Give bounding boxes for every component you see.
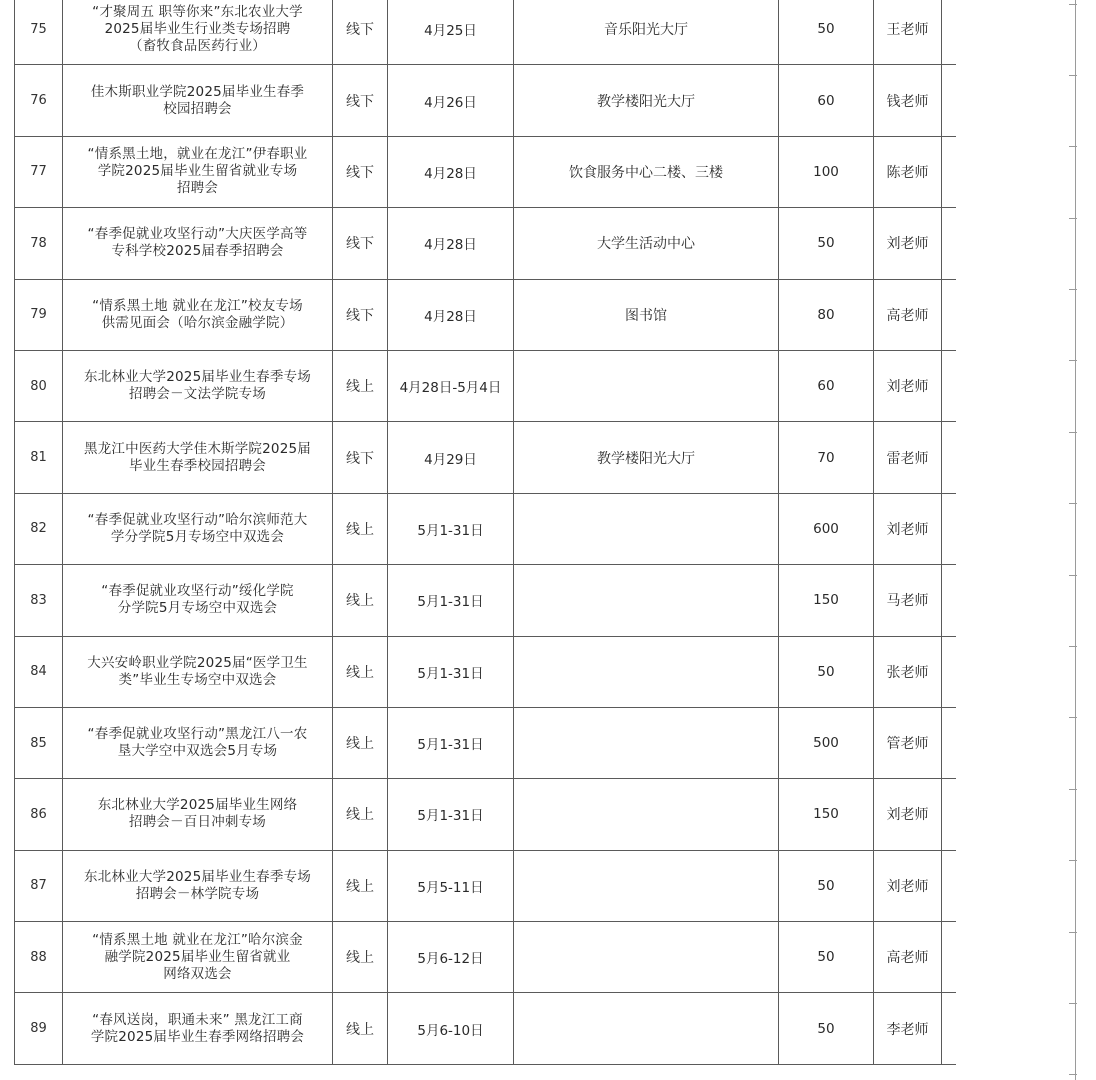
event-name [63, 850, 333, 921]
event-name [63, 279, 333, 350]
event-name [63, 707, 333, 778]
event-name [63, 493, 333, 564]
event-mode: 线上 [333, 636, 388, 707]
event-venue [514, 707, 779, 778]
employer-count: 500 [779, 707, 874, 778]
empty-cell [942, 779, 956, 850]
row-number: 87 [15, 850, 63, 921]
event-venue: 教学楼阳光大厅 [514, 65, 779, 136]
event-name [63, 422, 333, 493]
event-name-line: 佳木斯职业学院2025届毕业生春季 [90, 83, 305, 100]
event-date: 4月29日 [388, 422, 514, 493]
gridline-tick [1069, 503, 1077, 504]
table-row [15, 208, 956, 279]
event-name-line: “情系黑土地 就业在龙江”校友专场 [92, 297, 303, 314]
contact-person: 马老师 [874, 565, 942, 636]
table-row [15, 136, 956, 207]
event-date: 4月28日 [388, 136, 514, 207]
table-row [15, 493, 956, 564]
row-number: 89 [15, 993, 63, 1064]
event-name-line: 东北林业大学2025届毕业生春季专场 [84, 369, 311, 386]
contact-person: 刘老师 [874, 850, 942, 921]
event-venue [514, 779, 779, 850]
event-mode: 线上 [333, 993, 388, 1064]
contact-person: 刘老师 [874, 350, 942, 421]
row-number: 77 [15, 136, 63, 207]
event-name-line: “春季促就业攻坚行动”哈尔滨师范大 [87, 511, 308, 528]
table-row [15, 993, 956, 1064]
empty-cell [942, 136, 956, 207]
contact-person: 高老师 [874, 922, 942, 993]
empty-cell [942, 636, 956, 707]
employer-count: 60 [779, 350, 874, 421]
event-mode: 线下 [333, 0, 388, 65]
event-date: 5月1-31日 [388, 565, 514, 636]
empty-cell [942, 707, 956, 778]
employer-count: 50 [779, 636, 874, 707]
employer-count: 150 [779, 565, 874, 636]
event-venue: 教学楼阳光大厅 [514, 422, 779, 493]
event-name-line: 学院2025届毕业生春季网络招聘会 [90, 1028, 305, 1045]
row-number: 76 [15, 65, 63, 136]
row-number: 81 [15, 422, 63, 493]
event-mode: 线下 [333, 136, 388, 207]
event-date: 5月1-31日 [388, 779, 514, 850]
event-venue [514, 493, 779, 564]
event-mode: 线下 [333, 65, 388, 136]
event-date: 4月26日 [388, 65, 514, 136]
employer-count: 50 [779, 850, 874, 921]
event-name-line: “春季促就业攻坚行动”绥化学院 [101, 583, 294, 600]
event-date: 5月6-10日 [388, 993, 514, 1064]
event-name-line: “情系黑土地 就业在龙江”哈尔滨金 [92, 931, 303, 948]
event-name [63, 0, 333, 65]
table-row [15, 65, 956, 136]
gridline-tick [1069, 289, 1077, 290]
contact-person: 刘老师 [874, 208, 942, 279]
gridline-tick [1069, 1074, 1077, 1075]
empty-cell [942, 422, 956, 493]
event-name [63, 993, 333, 1064]
row-number: 83 [15, 565, 63, 636]
table-row [15, 779, 956, 850]
event-name [63, 922, 333, 993]
empty-cell [942, 0, 956, 65]
table-row [15, 279, 956, 350]
event-mode: 线上 [333, 779, 388, 850]
empty-cell [942, 65, 956, 136]
event-name-line: 招聘会－百日冲刺专场 [129, 814, 266, 831]
employer-count: 80 [779, 279, 874, 350]
event-name-line: 供需见面会（哈尔滨金融学院） [101, 314, 294, 331]
event-name [63, 65, 333, 136]
event-date: 4月28日 [388, 208, 514, 279]
employer-count: 50 [779, 0, 874, 65]
row-number: 75 [15, 0, 63, 65]
gridline-tick [1069, 218, 1077, 219]
contact-person: 陈老师 [874, 136, 942, 207]
event-venue [514, 850, 779, 921]
contact-person: 刘老师 [874, 493, 942, 564]
row-number: 84 [15, 636, 63, 707]
event-date: 5月1-31日 [388, 636, 514, 707]
gridline-tick [1069, 432, 1077, 433]
event-venue: 音乐阳光大厅 [514, 0, 779, 65]
event-venue [514, 993, 779, 1064]
empty-cell [942, 493, 956, 564]
event-name [63, 779, 333, 850]
row-number: 88 [15, 922, 63, 993]
employer-count: 100 [779, 136, 874, 207]
gridline-tick [1069, 575, 1077, 576]
event-date: 4月25日 [388, 0, 514, 65]
empty-cell [942, 922, 956, 993]
contact-person: 钱老师 [874, 65, 942, 136]
event-name-line: 融学院2025届毕业生留省就业 [104, 948, 291, 965]
row-number: 86 [15, 779, 63, 850]
event-mode: 线上 [333, 922, 388, 993]
event-date: 5月1-31日 [388, 493, 514, 564]
right-border-line [1075, 0, 1076, 1080]
gridline-tick [1069, 360, 1077, 361]
event-name-line: 分学院5月专场空中双选会 [117, 600, 278, 617]
row-number: 82 [15, 493, 63, 564]
employer-count: 600 [779, 493, 874, 564]
table-row [15, 707, 956, 778]
event-name-line: 大兴安岭职业学院2025届“医学卫生 [87, 654, 308, 671]
row-number: 79 [15, 279, 63, 350]
event-name-line: “才聚周五 职等你来”东北农业大学 [92, 3, 303, 20]
event-mode: 线上 [333, 850, 388, 921]
event-name-line: 网络双选会 [163, 965, 232, 982]
employer-count: 50 [779, 922, 874, 993]
employer-count: 60 [779, 65, 874, 136]
event-date: 5月6-12日 [388, 922, 514, 993]
event-mode: 线上 [333, 565, 388, 636]
event-date: 5月5-11日 [388, 850, 514, 921]
event-name-line: “情系黑土地，就业在龙江”伊春职业 [87, 146, 308, 163]
table-row [15, 350, 956, 421]
event-name [63, 350, 333, 421]
row-number: 85 [15, 707, 63, 778]
event-name-line: 招聘会－文法学院专场 [129, 386, 266, 403]
event-mode: 线上 [333, 707, 388, 778]
gridline-tick [1069, 932, 1077, 933]
event-name-line: 2025届毕业生行业类专场招聘 [104, 20, 291, 37]
event-mode: 线上 [333, 350, 388, 421]
gridline-tick [1069, 789, 1077, 790]
gridline-tick [1069, 717, 1077, 718]
event-name [63, 136, 333, 207]
contact-person: 雷老师 [874, 422, 942, 493]
gridline-tick [1069, 75, 1077, 76]
event-mode: 线上 [333, 493, 388, 564]
event-name-line: 专科学校2025届春季招聘会 [111, 243, 284, 260]
event-name-line: 校园招聘会 [163, 100, 232, 117]
event-venue: 大学生活动中心 [514, 208, 779, 279]
event-name-line: （畜牧食品医药行业） [129, 37, 266, 54]
empty-cell [942, 279, 956, 350]
event-mode: 线下 [333, 279, 388, 350]
row-number: 80 [15, 350, 63, 421]
empty-cell [942, 993, 956, 1064]
gridline-tick [1069, 1003, 1077, 1004]
event-date: 4月28日-5月4日 [388, 350, 514, 421]
contact-person: 管老师 [874, 707, 942, 778]
event-name-line: 东北林业大学2025届毕业生春季专场 [84, 868, 311, 885]
event-mode: 线下 [333, 422, 388, 493]
event-name-line: 东北林业大学2025届毕业生网络 [97, 797, 298, 814]
event-date: 4月28日 [388, 279, 514, 350]
event-name [63, 208, 333, 279]
empty-cell [942, 350, 956, 421]
table-body [15, 0, 956, 1064]
event-name-line: 学院2025届毕业生留省就业专场 [97, 163, 298, 180]
event-name [63, 636, 333, 707]
event-name-line: 学分学院5月专场空中双选会 [110, 528, 285, 545]
event-venue: 饮食服务中心二楼、三楼 [514, 136, 779, 207]
job-fair-schedule-table [14, 0, 956, 1065]
table-row [15, 0, 956, 65]
empty-cell [942, 850, 956, 921]
event-venue [514, 922, 779, 993]
event-name-line: 毕业生春季校园招聘会 [129, 457, 266, 474]
table-row [15, 636, 956, 707]
event-name-line: 招聘会 [176, 180, 219, 197]
event-name-line: 黑龙江中医药大学佳木斯学院2025届 [84, 440, 311, 457]
event-date: 5月1-31日 [388, 707, 514, 778]
employer-count: 150 [779, 779, 874, 850]
event-name-line: “春季促就业攻坚行动”黑龙江八一农 [87, 726, 308, 743]
table-row [15, 850, 956, 921]
event-venue [514, 636, 779, 707]
event-venue: 图书馆 [514, 279, 779, 350]
gridline-tick [1069, 860, 1077, 861]
contact-person: 刘老师 [874, 779, 942, 850]
gridline-tick [1069, 146, 1077, 147]
empty-cell [942, 565, 956, 636]
event-name-line: 垦大学空中双选会5月专场 [117, 743, 278, 760]
gridline-tick [1069, 646, 1077, 647]
event-name-line: “春季促就业攻坚行动”大庆医学高等 [87, 226, 308, 243]
employer-count: 50 [779, 993, 874, 1064]
contact-person: 李老师 [874, 993, 942, 1064]
event-venue [514, 350, 779, 421]
contact-person: 王老师 [874, 0, 942, 65]
table-row [15, 565, 956, 636]
employer-count: 50 [779, 208, 874, 279]
event-name-line: “春风送岗，职通未来” 黑龙江工商 [92, 1011, 303, 1028]
table-row [15, 422, 956, 493]
empty-cell [942, 208, 956, 279]
event-name [63, 565, 333, 636]
employer-count: 70 [779, 422, 874, 493]
event-venue [514, 565, 779, 636]
table-row [15, 922, 956, 993]
event-name-line: 招聘会－林学院专场 [135, 885, 260, 902]
contact-person: 高老师 [874, 279, 942, 350]
contact-person: 张老师 [874, 636, 942, 707]
gridline-tick [1069, 4, 1077, 5]
row-number: 78 [15, 208, 63, 279]
event-name-line: 类”毕业生专场空中双选会 [118, 671, 277, 688]
event-mode: 线下 [333, 208, 388, 279]
